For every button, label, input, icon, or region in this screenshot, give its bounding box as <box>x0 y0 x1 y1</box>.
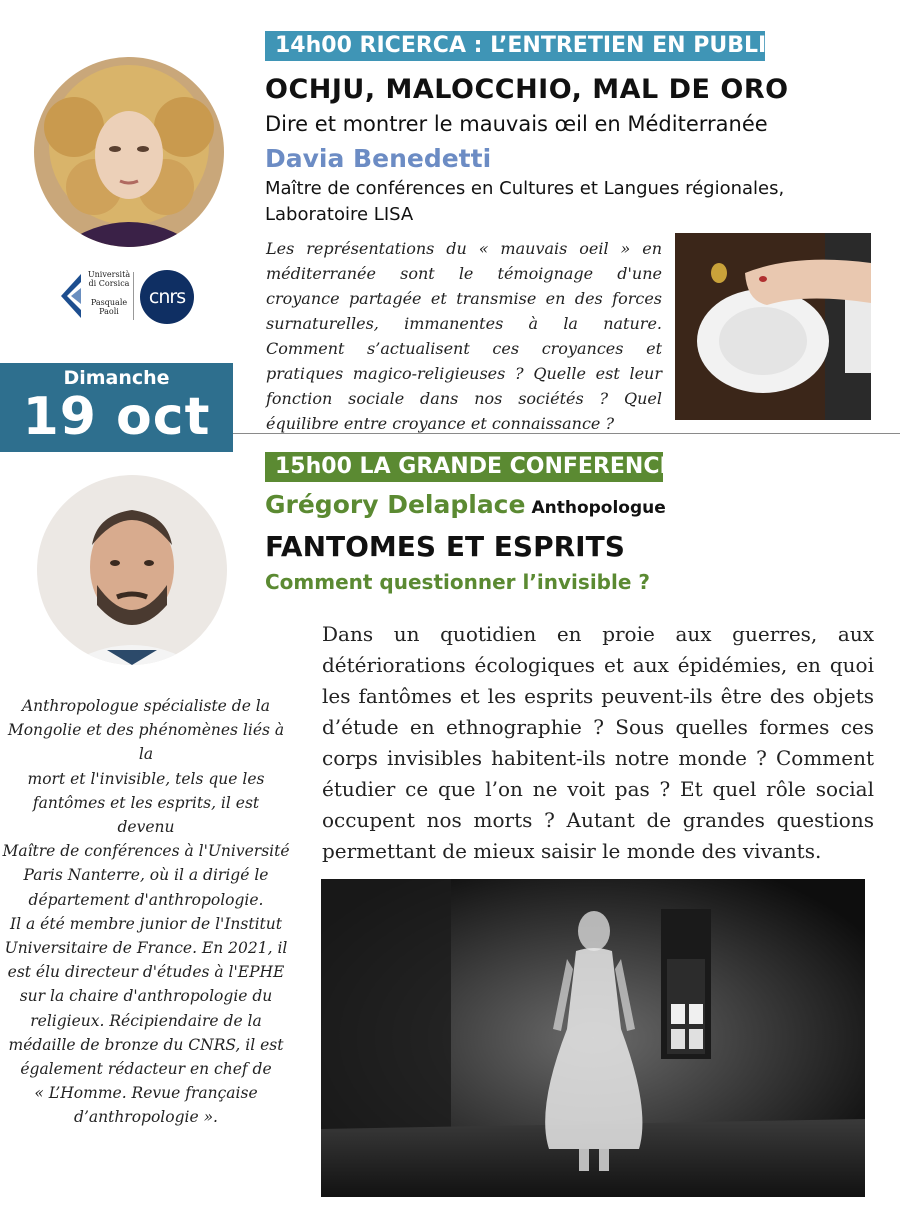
session1-title: OCHJU, MALOCCHIO, MAL DE ORO <box>265 74 789 105</box>
session1-description: Les représentations du « mauvais oeil » en méditerranée sont le témoignage d'une croyance partagée et transmise en des forces surnaturelles, immanentes à la nature. Comment s’actualisent ces croyances et pratiques magico-religieuses ? Quelle est leur fonction sociale dans nos sociétés ? Quel équilibre entre croyance et connaissance ? <box>266 239 662 433</box>
session2-speaker-role: Anthopologue <box>531 498 666 518</box>
session2-description: Dans un quotidien en proie aux guerres, aux détériorations écologiques et aux épidémies, en quoi les fantômes et les esprits peuvent-ils être des objets d’étude en ethnographie ? Sous quelles formes ces corps invisibles habitent-ils notre monde ? Comment étudier ce que l’on ne voit pas ? Et quel rôle social occupent nos morts ? Autant de grandes questions permettant de mieux saisir le monde des vivants. <box>322 622 874 863</box>
session2-subtitle: Comment questionner l’invisible ? <box>265 570 650 594</box>
ghost-figure-photo <box>321 879 865 1197</box>
bio-line: département d'anthropologie. <box>28 890 264 909</box>
date-banner <box>0 363 233 452</box>
session1-time-tag: 14h00 RICERCA : L’ENTRETIEN EN PUBLIC <box>265 31 765 61</box>
cnrs-logo: cnrs <box>140 270 194 324</box>
bio-line: également rédacteur en chef de <box>20 1060 272 1079</box>
session1-subtitle: Dire et montrer le mauvais œil en Méditerranée <box>265 112 768 136</box>
session2-time-tag: 15h00 LA GRANDE CONFERENCE <box>265 452 663 482</box>
university-corsica-logo <box>57 268 132 324</box>
speaker-portrait-delaplace <box>37 475 227 665</box>
bio-line: Paris Nanterre, où il a dirigé le <box>23 866 269 885</box>
bio-line: sur la chaire d'anthropologie du <box>19 987 273 1006</box>
univ-text-line3: Pasquale <box>90 298 128 307</box>
logo-divider <box>133 272 134 320</box>
date-value: 19 oct <box>22 387 211 447</box>
role-line-2: Laboratoire LISA <box>265 204 414 225</box>
session2-speaker-name: Grégory Delaplace <box>265 490 526 519</box>
bio-line: d’anthropologie ». <box>74 1108 218 1127</box>
evil-eye-ritual-photo <box>675 233 871 420</box>
bio-line: religieux. Récipiendaire de la <box>30 1011 262 1030</box>
bio-line: est élu directeur d'études à l'EPHE <box>7 963 285 982</box>
session2-speaker <box>265 490 666 519</box>
univ-text-line4: Paoli <box>99 307 119 316</box>
bio-line: Anthropologue spécialiste de la <box>21 697 271 715</box>
bio-line: Maître de conférences à l'Université <box>2 842 290 861</box>
univ-text-line2: di Corsica <box>88 279 130 288</box>
speaker-portrait-benedetti <box>34 57 224 247</box>
bio-line: médaille de bronze du CNRS, il est <box>8 1035 284 1054</box>
section-divider <box>233 433 900 434</box>
session1-speaker-role <box>265 176 865 228</box>
session2-title: FANTOMES ET ESPRITS <box>265 530 625 563</box>
bio-line: mort et l'invisible, tels que les <box>27 769 265 788</box>
speaker-biography <box>2 694 290 1130</box>
univ-text-line1: Università <box>87 270 131 279</box>
bio-line: « L’Homme. Revue française <box>34 1084 258 1103</box>
bio-line: Il a été membre junior de l'Institut <box>10 914 282 933</box>
bio-line: Universitaire de France. En 2021, il <box>4 939 288 958</box>
session1-speaker-name: Davia Benedetti <box>265 144 492 173</box>
date-day: Dimanche <box>63 367 170 389</box>
bio-line: Mongolie et des phénomènes liés à la <box>7 721 285 764</box>
role-line-1: Maître de conférences en Cultures et Langues régionales, <box>265 178 785 199</box>
bio-line: fantômes et les esprits, il est devenu <box>32 793 260 837</box>
